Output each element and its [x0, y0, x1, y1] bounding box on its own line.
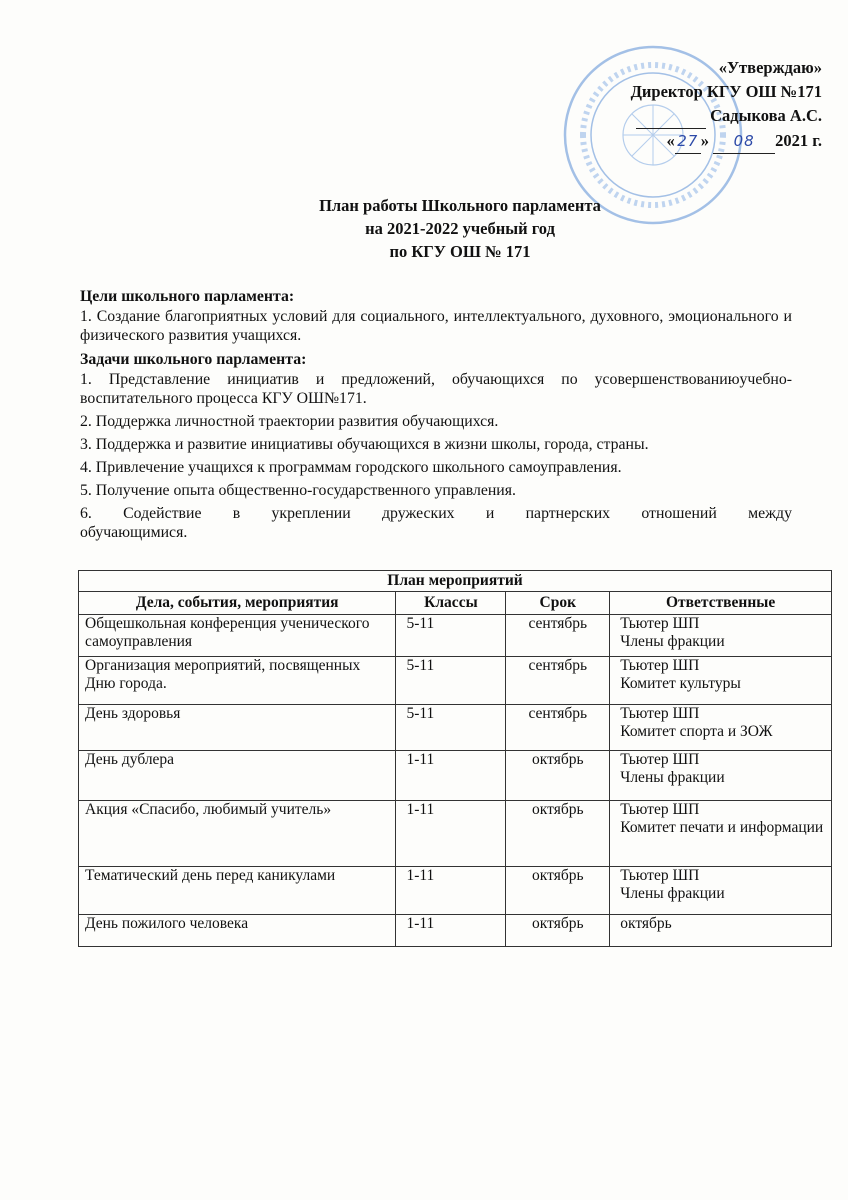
responsible-cell [610, 915, 832, 947]
table-row [79, 801, 832, 867]
responsible-line: Члены фракции [620, 885, 725, 902]
grades-cell: 5-11 [396, 615, 506, 657]
event-cell: Организация мероприятий, посвященных Дню города. [79, 657, 396, 705]
task-item: 1. Представление инициатив и предложений, обучающихся по усовершенствованиюучебно-воспитательного процесса КГУ ОШ№171. [80, 371, 792, 407]
task-item: 2. Поддержка личностной траектории развития обучающихся. [80, 413, 499, 430]
grades-cell: 5-11 [396, 705, 506, 751]
header-grades: Классы [396, 592, 506, 615]
header-term: Срок [506, 592, 610, 615]
table-row [79, 751, 832, 801]
responsible-line: Комитет культуры [620, 675, 741, 692]
title-line-1: План работы Школьного парламента [319, 196, 601, 215]
task-item-6-line-2: обучающимися. [80, 524, 188, 541]
goals-heading: Цели школьного парламента: [80, 288, 295, 305]
task-item-6-line-1: 6. Содействие в укреплении дружеских и партнерских отношений между [80, 505, 792, 522]
task-item: 3. Поддержка и развитие инициативы обучающихся в жизни школы, города, страны. [80, 436, 649, 453]
responsible-line: Тьютер ШП [620, 867, 700, 884]
approval-block [462, 56, 822, 154]
term-cell: сентябрь [506, 657, 610, 705]
approval-date [462, 129, 822, 154]
document-title [140, 194, 780, 263]
responsible-line: Тьютер ШП [620, 801, 700, 818]
table-caption: План мероприятий [79, 571, 832, 592]
director-title: Директор КГУ ОШ №171 [630, 82, 822, 101]
title-line-3: по КГУ ОШ № 171 [389, 242, 531, 261]
task-item: 5. Получение опыта общественно-государственного управления. [80, 482, 516, 499]
term-cell: сентябрь [506, 615, 610, 657]
responsible-line: Комитет печати и информации [620, 819, 824, 836]
responsible-line: Тьютер ШП [620, 657, 700, 674]
grades-cell: 1-11 [396, 801, 506, 867]
table-row [79, 615, 832, 657]
task-item: 4. Привлечение учащихся к программам городского школьного самоуправления. [80, 459, 622, 476]
grades-cell: 1-11 [396, 867, 506, 915]
event-cell: Тематический день перед каникулами [79, 867, 396, 915]
responsible-line: Комитет спорта и ЗОЖ [620, 723, 773, 740]
responsible-line: Члены фракции [620, 769, 725, 786]
event-cell: День здоровья [79, 705, 396, 751]
term-cell: октябрь [506, 867, 610, 915]
grades-cell: 1-11 [396, 751, 506, 801]
term-cell: октябрь [506, 801, 610, 867]
date-open-quote: « [666, 131, 675, 150]
responsible-line: октябрь [620, 915, 672, 932]
responsible-cell [610, 867, 832, 915]
date-year: 2021 г. [775, 131, 822, 150]
table-row [79, 657, 832, 705]
header-responsible: Ответственные [610, 592, 832, 615]
event-cell: Общешкольная конференция ученического самоуправления [79, 615, 396, 657]
tasks-heading: Задачи школьного парламента: [80, 351, 307, 368]
table-row [79, 705, 832, 751]
table-row [79, 915, 832, 947]
responsible-cell [610, 615, 832, 657]
grades-cell: 5-11 [396, 657, 506, 705]
responsible-line: Члены фракции [620, 633, 725, 650]
table-header-row [79, 592, 832, 615]
signature-blank [636, 104, 706, 129]
responsible-cell [610, 801, 832, 867]
goal-item: 1. Создание благоприятных условий для социального, интеллектуального, духовного, эмоционального и физического развития учащихся. [80, 308, 792, 344]
date-month: 08 [713, 129, 775, 154]
approval-label: «Утверждаю» [718, 58, 822, 77]
term-cell: октябрь [506, 915, 610, 947]
responsible-line: Тьютер ШП [620, 705, 700, 722]
responsible-cell [610, 751, 832, 801]
term-cell: октябрь [506, 751, 610, 801]
responsible-cell [610, 705, 832, 751]
title-line-2: на 2021-2022 учебный год [365, 219, 555, 238]
date-day: 27 [675, 129, 701, 154]
date-close-quote: » [700, 131, 709, 150]
responsible-cell [610, 657, 832, 705]
event-cell: Акция «Спасибо, любимый учитель» [79, 801, 396, 867]
term-cell: сентябрь [506, 705, 610, 751]
event-cell: День дублера [79, 751, 396, 801]
responsible-line: Тьютер ШП [620, 751, 700, 768]
event-cell: День пожилого человека [79, 915, 396, 947]
document-body [80, 286, 792, 542]
table-row [79, 867, 832, 915]
director-name: Садыкова А.С. [710, 106, 822, 125]
grades-cell: 1-11 [396, 915, 506, 947]
responsible-line: Тьютер ШП [620, 615, 700, 632]
header-events: Дела, события, мероприятия [79, 592, 396, 615]
director-signature-line [462, 104, 822, 129]
events-plan-table [78, 570, 832, 947]
